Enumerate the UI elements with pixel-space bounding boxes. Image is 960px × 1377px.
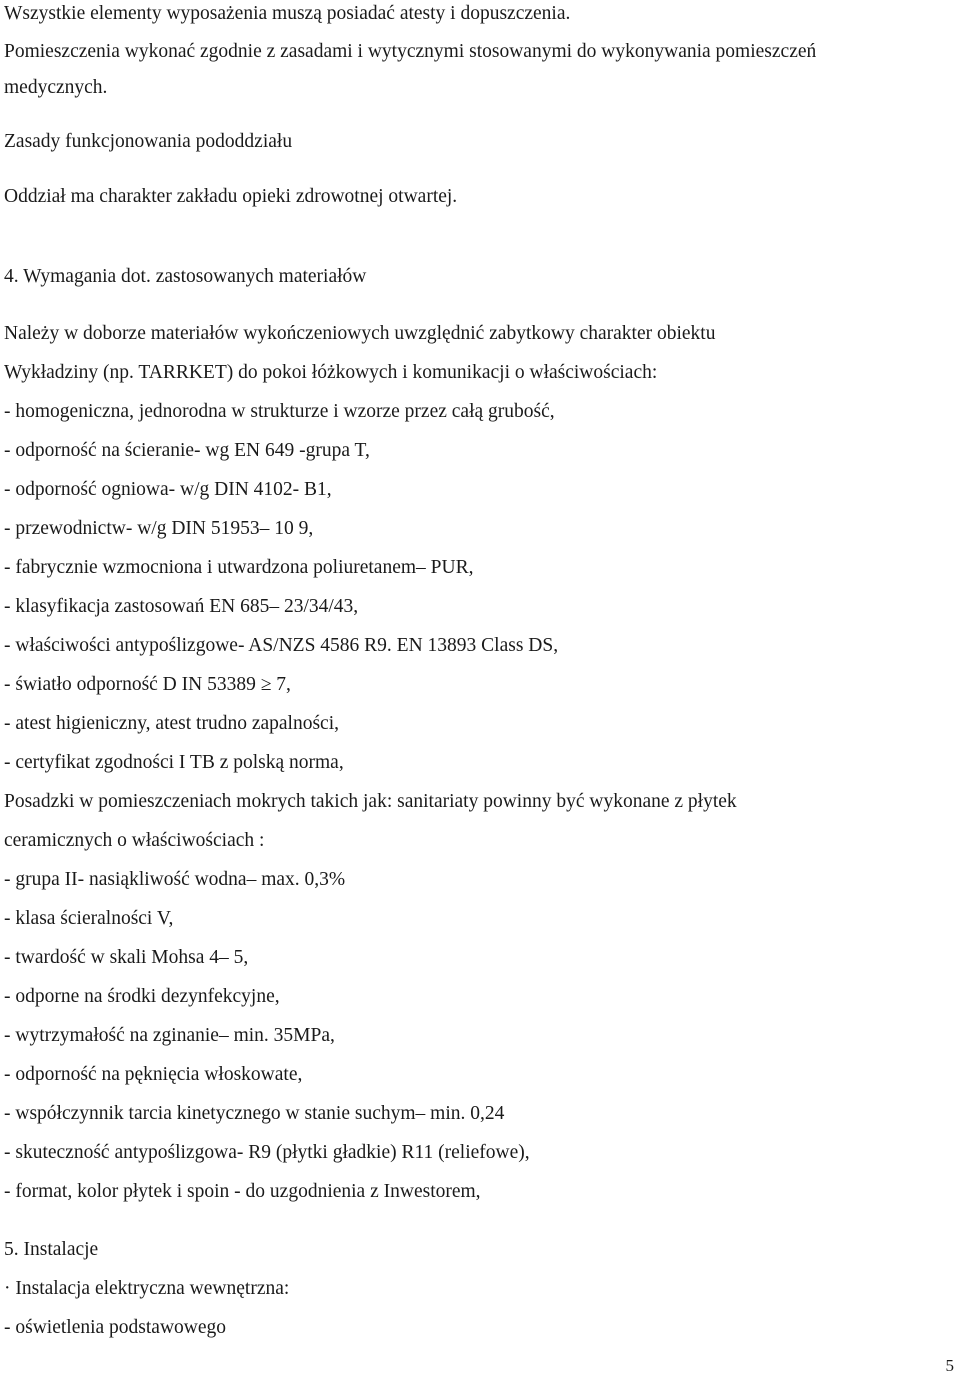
- list-item: - wytrzymałość na zginanie– min. 35MPa,: [4, 1025, 335, 1046]
- section-heading: Zasady funkcjonowania pododdziału: [4, 131, 293, 152]
- list-item: - skuteczność antypoślizgowa- R9 (płytki gładkie) R11 (reliefowe),: [4, 1142, 530, 1163]
- list-item: - atest higieniczny, atest trudno zapalności,: [4, 713, 339, 734]
- list-item: - oświetlenia podstawowego: [4, 1317, 227, 1338]
- list-item: - klasyfikacja zastosowań EN 685– 23/34/43,: [4, 596, 359, 617]
- page-number: 5: [945, 1356, 954, 1375]
- text-line: Pomieszczenia wykonać zgodnie z zasadami i wytycznymi stosowanymi do wykonywania pomieszczeń: [4, 41, 817, 62]
- list-item: - współczynnik tarcia kinetycznego w stanie suchym– min. 0,24: [4, 1103, 505, 1124]
- list-item: - homogeniczna, jednorodna w strukturze i wzorze przez całą grubość,: [4, 401, 555, 422]
- text-line: · Instalacja elektryczna wewnętrzna:: [4, 1278, 290, 1299]
- list-item: - fabrycznie wzmocniona i utwardzona poliuretanem– PUR,: [4, 557, 474, 578]
- list-item: - twardość w skali Mohsa 4– 5,: [4, 947, 249, 968]
- list-item: - format, kolor płytek i spoin - do uzgodnienia z Inwestorem,: [4, 1181, 481, 1202]
- text-line: Wykładziny (np. TARRKET) do pokoi łóżkowych i komunikacji o właściwościach:: [4, 362, 658, 383]
- list-item: - grupa II- nasiąkliwość wodna– max. 0,3%: [4, 869, 346, 890]
- list-item: - odporność na ścieranie- wg EN 649 -grupa T,: [4, 440, 370, 461]
- list-item: - przewodnictw- w/g DIN 51953– 10 9,: [4, 518, 314, 539]
- list-item: - klasa ścieralności V,: [4, 908, 174, 929]
- list-item: - certyfikat zgodności I TB z polską norma,: [4, 752, 344, 773]
- text-line: Należy w doborze materiałów wykończeniowych uwzględnić zabytkowy charakter obiektu: [4, 323, 716, 344]
- list-item: - światło odporność D IN 53389 ≥ 7,: [4, 674, 291, 695]
- list-item: - odporność ogniowa- w/g DIN 4102- B1,: [4, 479, 332, 500]
- text-line: medycznych.: [4, 77, 108, 98]
- list-item: - odporne na środki dezynfekcyjne,: [4, 986, 280, 1007]
- text-line: ceramicznych o właściwościach :: [4, 830, 265, 851]
- text-line: Posadzki w pomieszczeniach mokrych takich jak: sanitariaty powinny być wykonane z płytek: [4, 791, 737, 812]
- list-item: - odporność na pęknięcia włoskowate,: [4, 1064, 303, 1085]
- section-heading: 4. Wymagania dot. zastosowanych materiałów: [4, 266, 367, 287]
- list-item: - właściwości antypoślizgowe- AS/NZS 4586 R9. EN 13893 Class DS,: [4, 635, 559, 656]
- text-line: Oddział ma charakter zakładu opieki zdrowotnej otwartej.: [4, 186, 458, 207]
- text-line: Wszystkie elementy wyposażenia muszą posiadać atesty i dopuszczenia.: [4, 3, 571, 24]
- section-heading: 5. Instalacje: [4, 1239, 99, 1260]
